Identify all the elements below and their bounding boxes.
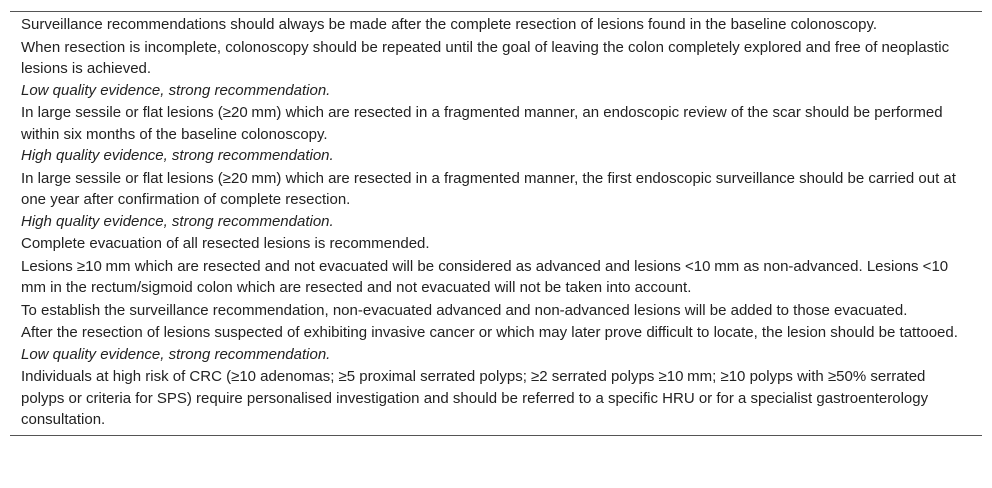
recommendation-row-1: [21, 12, 971, 36]
recommendation-text: Surveillance recommendations should always be made after the complete resection of lesions found in the baseline colonoscopy.: [21, 16, 878, 33]
recommendation-row-5: [21, 232, 971, 255]
recommendation-text: After the resection of lesions suspected of exhibiting invasive cancer or which may later prove difficult to locate, the lesion should be tattooed.: [21, 324, 958, 341]
recommendation-text: Lesions ≥10 mm which are resected and not evacuated will be considered as advanced and lesions <10 mm as non-advanced. Lesions <10 mm in the rectum/sigmoid colon which are resected and not evacuated will not be taken into account.: [21, 257, 952, 296]
recommendation-row-2: [21, 36, 971, 102]
recommendation-row-6: [21, 255, 971, 299]
recommendation-text: To establish the surveillance recommendation, non-evacuated advanced and non-advanced lesions will be added to those evacuated.: [21, 301, 908, 319]
evidence-grade: High quality evidence, strong recommendation.: [21, 147, 334, 164]
evidence-grade: High quality evidence, strong recommendation.: [21, 212, 334, 230]
recommendation-row-4: [21, 167, 971, 233]
recommendation-text: Complete evacuation of all resected lesions is recommended.: [21, 235, 430, 252]
recommendation-text: In large sessile or flat lesions (≥20 mm) which are resected in a fragmented manner, the first endoscopic surveillance should be carried out at one year after confirmation of complete resection.: [21, 169, 956, 208]
recommendation-text: When resection is incomplete, colonoscopy should be repeated until the goal of leaving the colon completely explored and free of neoplastic lesions is achieved.: [21, 38, 950, 77]
recommendation-row-9: [21, 365, 971, 431]
recommendation-text: Individuals at high risk of CRC (≥10 adenomas; ≥5 proximal serrated polyps; ≥2 serrated polyps ≥10 mm; ≥10 polyps with ≥50% serrated polyps or criteria for SPS) require personalised investigation and should be referred to a specific HRU or for a specialist gastroenterology consultation.: [21, 368, 929, 428]
recommendation-text: In large sessile or flat lesions (≥20 mm) which are resected in a fragmented manner, an endoscopic review of the scar should be performed within six months of the baseline colonoscopy.: [21, 104, 943, 143]
recommendations-table: [10, 11, 982, 436]
evidence-grade: Low quality evidence, strong recommendation.: [21, 345, 331, 363]
recommendation-row-8: [21, 321, 971, 365]
recommendation-row-7: [21, 299, 971, 322]
evidence-grade: Low quality evidence, strong recommendation.: [21, 81, 331, 99]
recommendation-row-3: [21, 101, 971, 167]
